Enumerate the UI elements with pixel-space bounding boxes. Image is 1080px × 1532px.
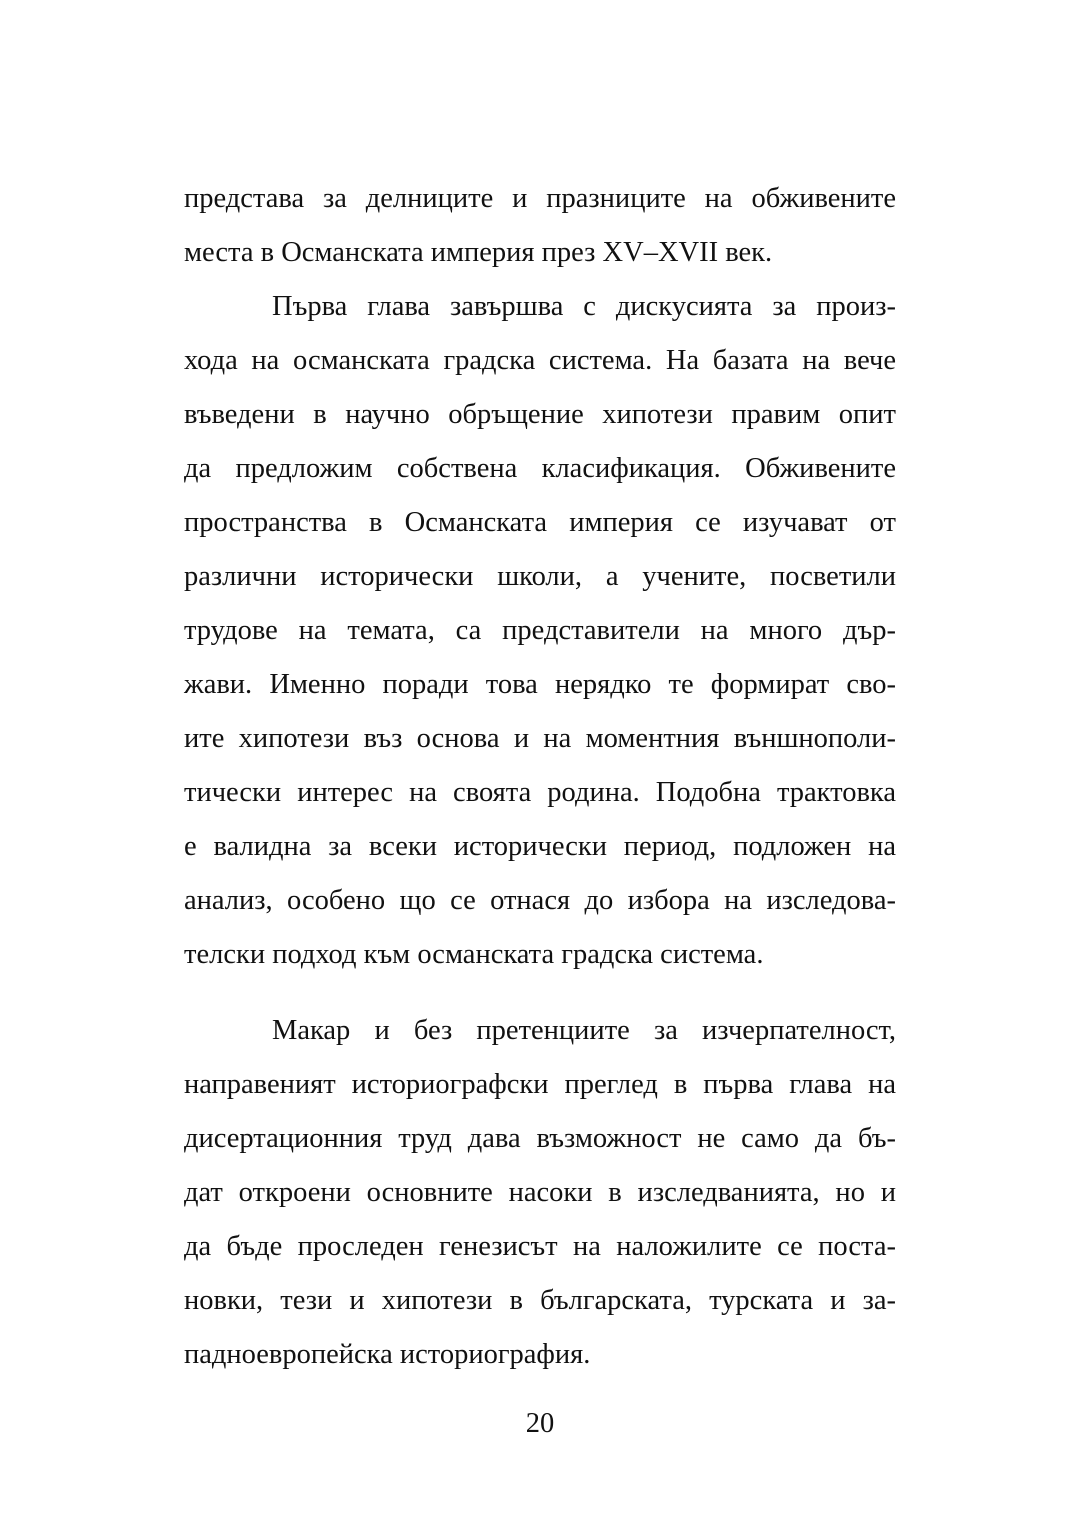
text-line: трудове на темата, са представители на много дър- (184, 615, 896, 646)
text-line: тически интерес на своята родина. Подобна трактовка (184, 777, 896, 808)
text-line: да предложим собствена класификация. Обживените (184, 453, 896, 484)
text-line: места в Османската империя през XV–XVII век. (184, 237, 773, 268)
text-line: новки, тези и хипотези в българската, турската и за- (184, 1285, 896, 1316)
paragraph (184, 280, 896, 982)
body-text (184, 172, 896, 1382)
text-line: телски подход към османската градска система. (184, 939, 764, 970)
text-line: да бъде проследен генезисът на наложилите се поста- (184, 1231, 896, 1262)
text-line: различни исторически школи, а учените, посветили (184, 561, 896, 592)
text-line: Макар и без претенциите за изчерпателност, (272, 1015, 896, 1046)
text-line: дисертационния труд дава възможност не само да бъ- (184, 1123, 896, 1154)
paragraph (184, 1004, 896, 1382)
text-line: въведени в научно обръщение хипотези правим опит (184, 399, 896, 430)
text-line: Първа глава завършва с дискусията за произ- (272, 291, 896, 322)
text-line: хода на османската градска система. На базата на вече (184, 345, 896, 376)
text-line: дат откроени основните насоки в изследванията, но и (184, 1177, 896, 1208)
page-number: 20 (525, 1408, 555, 1439)
paragraph-spacer (184, 982, 896, 1004)
paragraph (184, 172, 896, 280)
text-line: представа за делниците и празниците на обживените (184, 183, 896, 214)
text-line: ите хипотези въз основа и на моментния външнополи- (184, 723, 896, 754)
text-line: падноевропейска историография. (184, 1339, 591, 1370)
text-line: анализ, особено що се отнася до избора на изследова- (184, 885, 896, 916)
text-line: пространства в Османската империя се изучават от (184, 507, 896, 538)
text-line: жави. Именно поради това нерядко те формират сво- (184, 669, 896, 700)
text-line: направеният историографски преглед в първа глава на (184, 1069, 896, 1100)
text-line: е валидна за всеки исторически период, подложен на (184, 831, 896, 862)
